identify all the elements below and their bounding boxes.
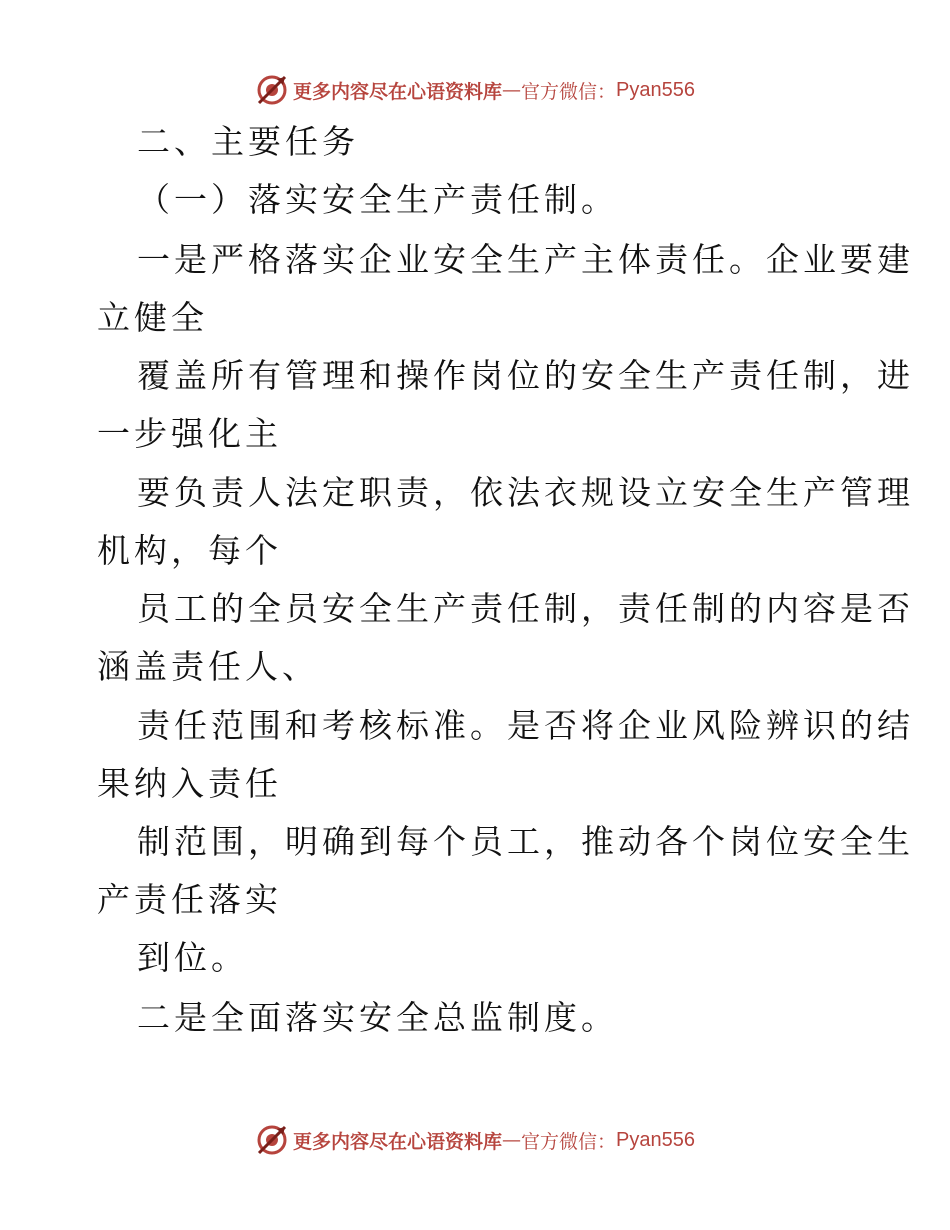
paragraph-line: 涵盖责任人、	[97, 647, 319, 686]
footer-watermark	[0, 1120, 950, 1160]
watermark-brand: 更多内容尽在心语资料库	[293, 1130, 503, 1153]
paragraph-line: 覆盖所有管理和操作岗位的安全生产责任制，进	[137, 356, 914, 395]
paragraph-line: 员工的全员安全生产责任制，责任制的内容是否	[137, 589, 914, 628]
paragraph-line: 责任范围和考核标准。是否将企业风险辨识的结	[137, 706, 914, 745]
paragraph-line: 果纳入责任	[97, 764, 282, 803]
watermark-separator: —	[502, 79, 522, 101]
paragraph-line: 要负责人法定职责，依法衣规设立安全生产管理	[137, 473, 914, 512]
header-watermark	[0, 70, 950, 110]
paragraph-line: 机构，每个	[97, 531, 282, 570]
subsection-heading: （一）落实安全生产责任制。	[137, 180, 618, 219]
paragraph-line: 一是严格落实企业安全生产主体责任。企业要建	[137, 240, 914, 279]
paragraph-line: 产责任落实	[97, 880, 282, 919]
watermark-separator: —	[502, 1129, 522, 1151]
paragraph-line: 制范围，明确到每个员工，推动各个岗位安全生	[137, 822, 914, 861]
paragraph-line: 一步强化主	[97, 414, 282, 453]
paragraph-line: 二是全面落实安全总监制度。	[137, 998, 618, 1037]
paragraph-line: 立健全	[97, 298, 208, 337]
quill-logo-icon	[255, 1123, 289, 1157]
paragraph-line: 到位。	[137, 938, 248, 977]
section-heading: 二、主要任务	[137, 122, 359, 161]
watermark-wechat-id: Pyan556	[616, 78, 695, 101]
watermark-wechat-label: 官方微信：	[521, 1130, 617, 1153]
watermark-wechat-label: 官方微信：	[521, 80, 617, 103]
watermark-brand: 更多内容尽在心语资料库	[293, 80, 503, 103]
quill-logo-icon	[255, 73, 289, 107]
watermark-wechat-id: Pyan556	[616, 1128, 695, 1151]
